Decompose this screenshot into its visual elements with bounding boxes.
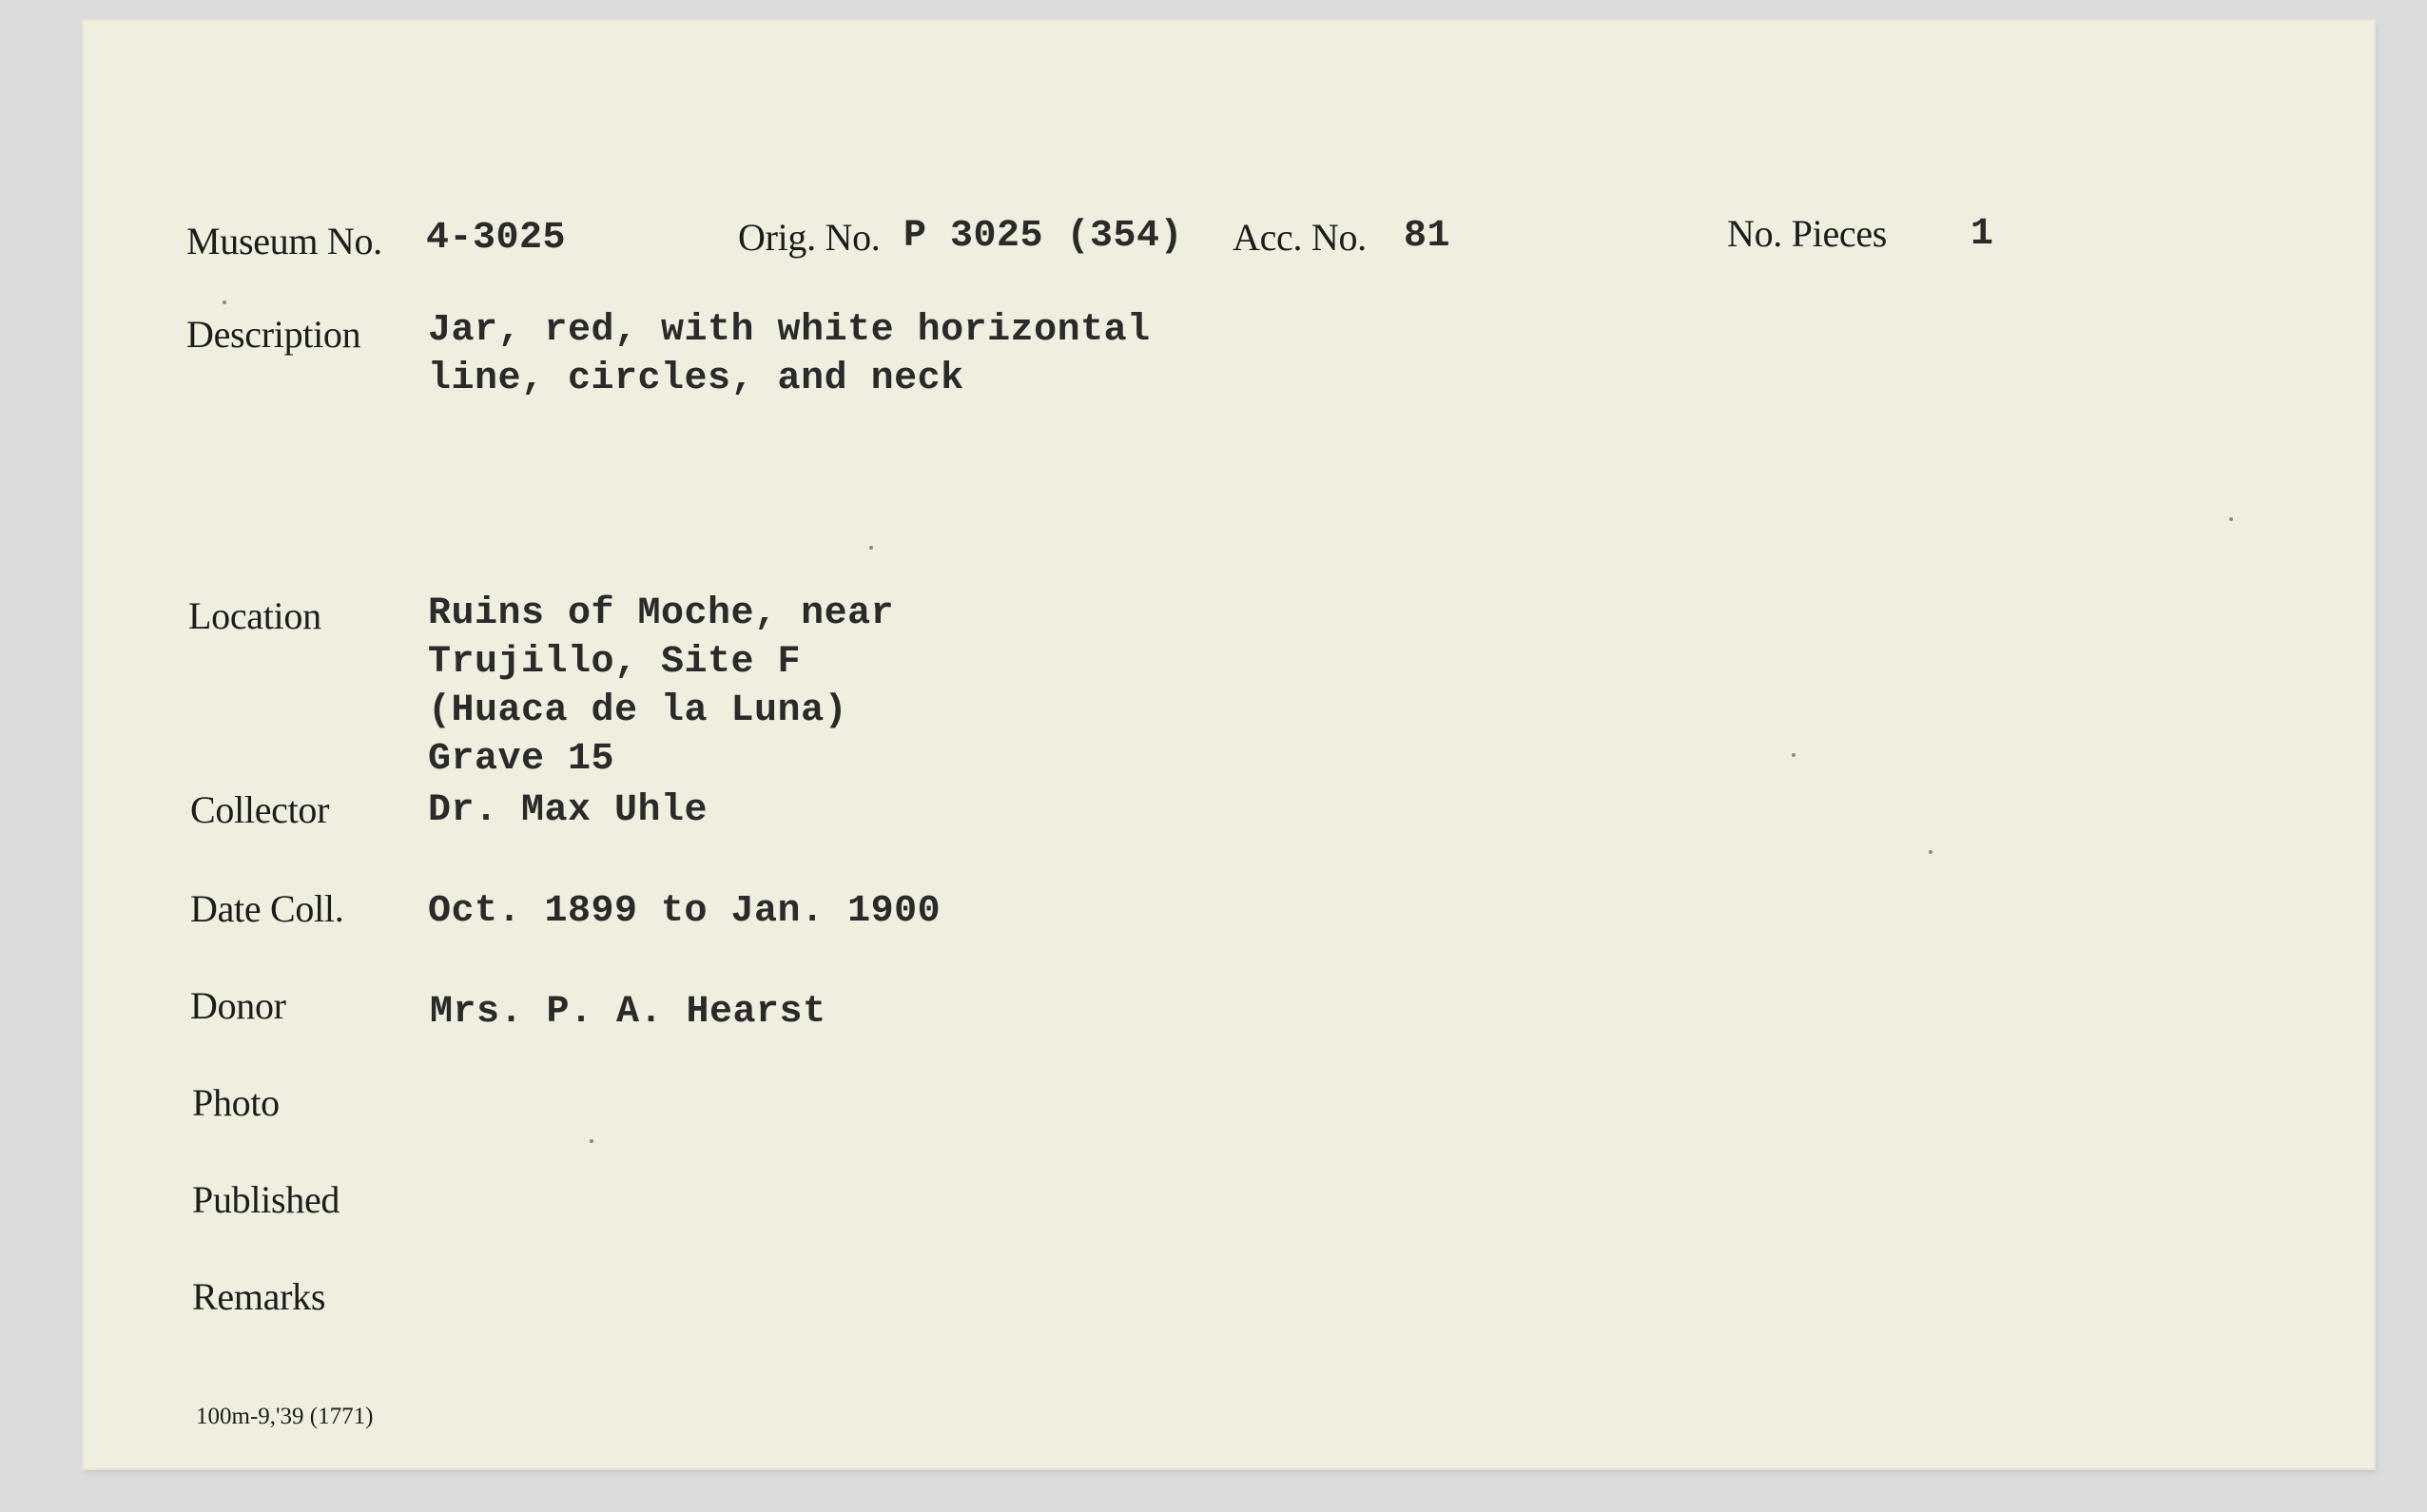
- donor-value: Mrs. P. A. Hearst: [430, 991, 826, 1034]
- catalog-card: [84, 21, 2374, 1468]
- collector-value: Dr. Max Uhle: [428, 789, 709, 832]
- paper-speck: [1929, 850, 1932, 854]
- acc-no-label: Acc. No.: [1233, 216, 1367, 259]
- location-label: Location: [188, 594, 321, 637]
- description-line: line, circles, and neck: [428, 358, 964, 400]
- paper-speck: [1792, 753, 1796, 757]
- location-line: Trujillo, Site F: [428, 641, 802, 684]
- description-label: Description: [186, 313, 361, 356]
- museum-no-label: Museum No.: [186, 220, 382, 262]
- location-line: Grave 15: [428, 738, 615, 781]
- paper-speck: [590, 1139, 593, 1143]
- donor-label: Donor: [190, 984, 286, 1027]
- paper-speck: [869, 546, 873, 550]
- location-value: [428, 590, 894, 784]
- description-line: Jar, red, with white horizontal: [428, 309, 1151, 352]
- photo-label: Photo: [192, 1081, 280, 1124]
- remarks-label: Remarks: [192, 1275, 326, 1318]
- orig-no-label: Orig. No.: [738, 216, 881, 259]
- collector-label: Collector: [190, 788, 330, 831]
- paper-speck: [2229, 517, 2233, 521]
- no-pieces-value: 1: [1971, 213, 1994, 256]
- location-line: Ruins of Moche, near: [428, 592, 895, 635]
- date-coll-value: Oct. 1899 to Jan. 1900: [428, 890, 942, 933]
- form-code: 100m-9,'39 (1771): [196, 1404, 374, 1429]
- no-pieces-label: No. Pieces: [1727, 212, 1888, 255]
- museum-no-value: 4-3025: [426, 217, 567, 260]
- location-line: (Huaca de la Luna): [428, 689, 848, 732]
- paper-speck: [223, 300, 226, 304]
- acc-no-value: 81: [1404, 215, 1451, 258]
- date-coll-label: Date Coll.: [190, 887, 344, 930]
- description-value: [428, 306, 1151, 403]
- orig-no-value: P 3025 (354): [903, 215, 1184, 258]
- published-label: Published: [192, 1178, 340, 1221]
